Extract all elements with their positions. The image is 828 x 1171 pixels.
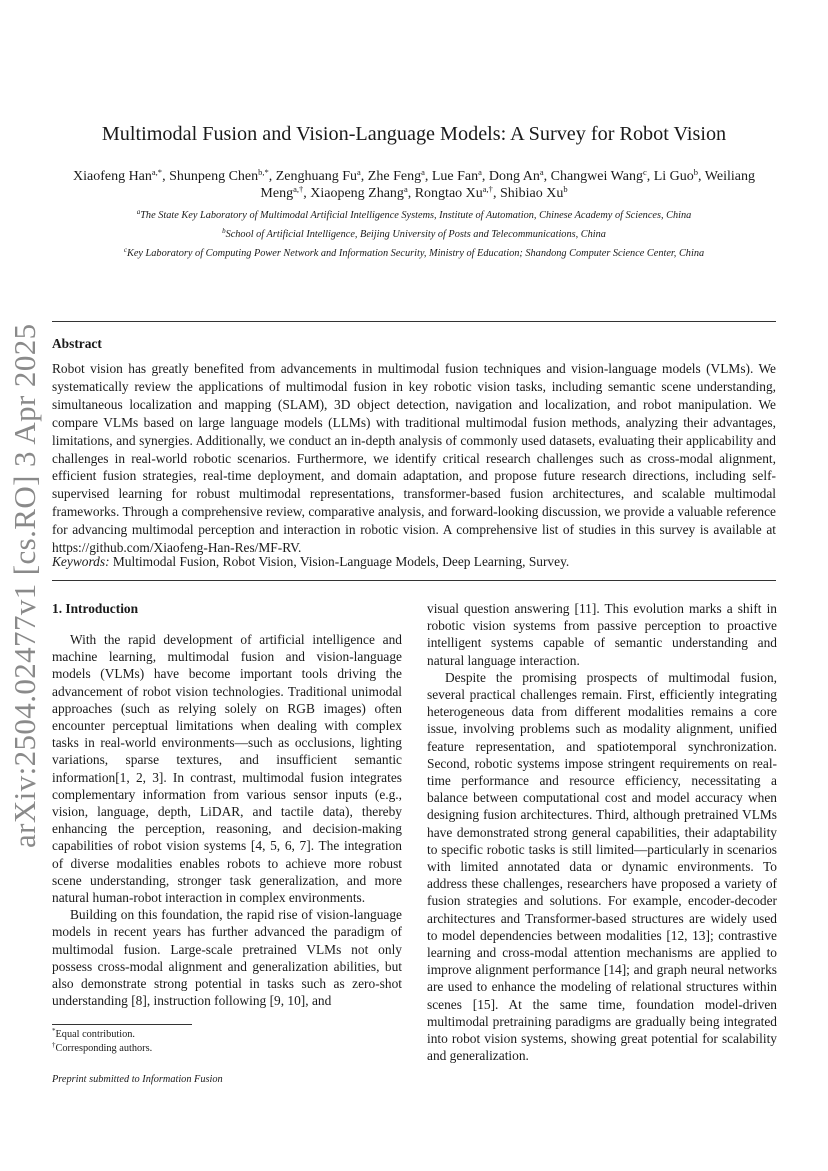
divider-bottom — [52, 580, 776, 581]
author-affiliation-mark: a — [357, 167, 361, 177]
author-affiliation-mark: b — [563, 184, 568, 194]
affiliation-mark: b — [222, 227, 226, 235]
affiliation-text: School of Artificial Intelligence, Beijing University of Posts and Telecommunications, China — [225, 229, 606, 240]
paragraph: With the rapid development of artificial intelligence and machine learning, multimodal fusion and vision-language models (VLMs) have become important tools driving the advancement of robot vision technologies. Traditional unimodal approaches (such as relying solely on RGB images) often encounter perceptual limitations when dealing with complex tasks in real-world environments—such as occlusions, lighting variations, sparse textures, and insufficient semantic information[1, 2, 3]. In contrast, multimodal fusion integrates complementary information from various sensor inputs (e.g., vision, language, depth, LiDAR, and tactile data), thereby enhancing the perception, reasoning, and decision-making capabilities of robot vision systems [4, 5, 6, 7]. The integration of diverse modalities enables robots to achieve more robust scene understanding, stronger task generalization, and more natural human-robot interaction in complex environments. — [52, 632, 402, 906]
affiliation-mark: a — [136, 208, 141, 216]
author-separator: , — [162, 169, 170, 184]
footnote — [52, 1042, 152, 1055]
author-name: Zhe Feng — [367, 169, 422, 184]
author-name: Shunpeng Chen — [169, 169, 259, 184]
author-name: Li Guo — [653, 169, 694, 184]
author-separator: , — [424, 169, 432, 184]
author-affiliation-mark: a — [421, 167, 425, 177]
affiliation-c — [52, 247, 776, 260]
author-separator: , — [543, 169, 551, 184]
affiliation-b — [52, 228, 776, 241]
author-affiliation-mark: a — [539, 167, 544, 177]
author-separator: , — [646, 169, 654, 184]
author-name: Lue Fan — [431, 169, 479, 184]
affiliation-text: The State Key Laboratory of Multimodal Artificial Intelligence Systems, Institute of Automation, Chinese Academy of Sciences, China — [140, 210, 692, 221]
footnote-mark: * — [52, 1027, 56, 1035]
footnote — [52, 1028, 135, 1041]
author-affiliation-mark: a,† — [293, 184, 304, 194]
author-list — [60, 168, 768, 202]
author-affiliation-mark: a — [478, 167, 482, 177]
keywords-text: Multimodal Fusion, Robot Vision, Vision-Language Models, Deep Learning, Survey. — [112, 554, 570, 569]
author-affiliation-mark: a,* — [151, 167, 163, 177]
column-right — [427, 600, 777, 1064]
author-name: Weiliang Meng — [260, 169, 755, 201]
column-left — [52, 600, 402, 1009]
affiliation-a — [52, 209, 776, 222]
abstract-text: Robot vision has greatly benefited from advancements in multimodal fusion techniques and vision-language models (VLMs). We systematically review the applications of multimodal fusion in key robotic vision tasks, including semantic scene understanding, simultaneous localization and mapping (SLAM), 3D object detection, navigation and localization, and robot manipulation. We compare VLMs based on large language models (LLMs) with traditional multimodal fusion methods, analyzing their advantages, limitations, and synergies. Additionally, we conduct an in-depth analysis of commonly used datasets, evaluating their applicability and challenges in real-world robotic scenarios. Furthermore, we identify critical research challenges such as cross-modal alignment, efficient fusion strategies, real-time deployment, and domain adaptation, and propose future research directions, including self-supervised learning for robust multimodal representations, transformer-based fusion architectures, and scalable multimodal frameworks. Through a comprehensive review, comparative analysis, and forward-looking discussion, we provide a valuable reference for advancing multimodal perception and interaction in robotic vision. A comprehensive list of studies in this survey is available at https://github.com/Xiaofeng-Han-Res/MF-RV. — [52, 361, 776, 556]
author-separator: , — [698, 169, 705, 184]
affiliation-text: Key Laboratory of Computing Power Network and Information Security, Ministry of Education; Shandong Computer Science Center, China — [126, 248, 705, 259]
author-separator: , — [360, 169, 368, 184]
keywords-label: Keywords: — [52, 554, 110, 569]
author-name: Shibiao Xu — [499, 186, 564, 201]
author-affiliation-mark: a,† — [482, 184, 493, 194]
author-separator: , — [492, 186, 500, 201]
arxiv-identifier: arXiv:2504.02477v1 [cs.RO] 3 Apr 2025 — [7, 323, 42, 848]
author-name: Rongtao Xu — [414, 186, 483, 201]
section-heading: 1. Introduction — [52, 601, 139, 616]
author-name: Zenghuang Fu — [275, 169, 358, 184]
author-affiliation-mark: c — [642, 167, 647, 177]
author-affiliation-mark: b,* — [258, 167, 269, 177]
paragraph: Building on this foundation, the rapid rise of vision-language models in recent years has further advanced the paradigm of multimodal fusion. Large-scale pretrained VLMs not only possess cross-modal alignment and generalization abilities, but also demonstrate strong potential in tasks such as zero-shot understanding [8], instruction following [9, 10], and — [52, 907, 402, 1009]
footnote-mark: † — [52, 1041, 56, 1049]
author-separator: , — [303, 186, 311, 201]
author-affiliation-mark: b — [693, 167, 699, 177]
author-affiliation-mark: a — [403, 184, 408, 194]
paragraph: visual question answering [11]. This evolution marks a shift in robotic vision systems from passive perception to proactive intelligent systems capable of semantic understanding and natural language interaction. — [427, 601, 777, 668]
preprint-note: Preprint submitted to Information Fusion — [52, 1074, 223, 1085]
divider-top — [52, 321, 776, 322]
author-separator: , — [268, 169, 276, 184]
footnote-text: Corresponding authors. — [55, 1043, 153, 1054]
author-name: Xiaofeng Han — [72, 169, 152, 184]
affiliation-mark: c — [123, 246, 127, 254]
author-name: Changwei Wang — [550, 169, 643, 184]
author-separator: , — [407, 186, 415, 201]
author-name: Xiaopeng Zhang — [310, 186, 404, 201]
author-separator: , — [481, 169, 489, 184]
footnote-divider — [52, 1024, 192, 1025]
abstract-heading: Abstract — [52, 336, 102, 351]
author-name: Dong An — [488, 169, 540, 184]
paragraph: Despite the promising prospects of multimodal fusion, several practical challenges remain. First, efficiently integrating heterogeneous data from different modalities remains a core issue, involving problems such as modality alignment, unified feature representation, and spatiotemporal synchronization. Second, robotic systems impose stringent requirements on real-time performance and resource efficiency, necessitating a balance between computational cost and model accuracy when designing fusion architectures. Third, although pretrained VLMs have demonstrated strong general capabilities, their adaptability to specific robotic tasks is still limited—particularly in scenarios with limited annotated data or dynamic environments. To address these challenges, researchers have proposed a variety of fusion strategies and solutions. For example, encoder-decoder architectures and Transformer-based structures are widely used to model dependencies between modalities [12, 13]; contrastive learning and cross-modal attention mechanisms are applied to improve alignment performance [14]; and graph neural networks are used to enhance the modeling of relational structures within scenes [15]. At the same time, foundation model-driven multimodal pretraining paradigms are gradually being integrated into robot vision systems, showing great potential for scalability and generalization. — [427, 669, 777, 1064]
keywords — [52, 553, 776, 570]
footnote-text: Equal contribution. — [55, 1029, 135, 1040]
paper-title: Multimodal Fusion and Vision-Language Models: A Survey for Robot Vision — [101, 123, 727, 145]
